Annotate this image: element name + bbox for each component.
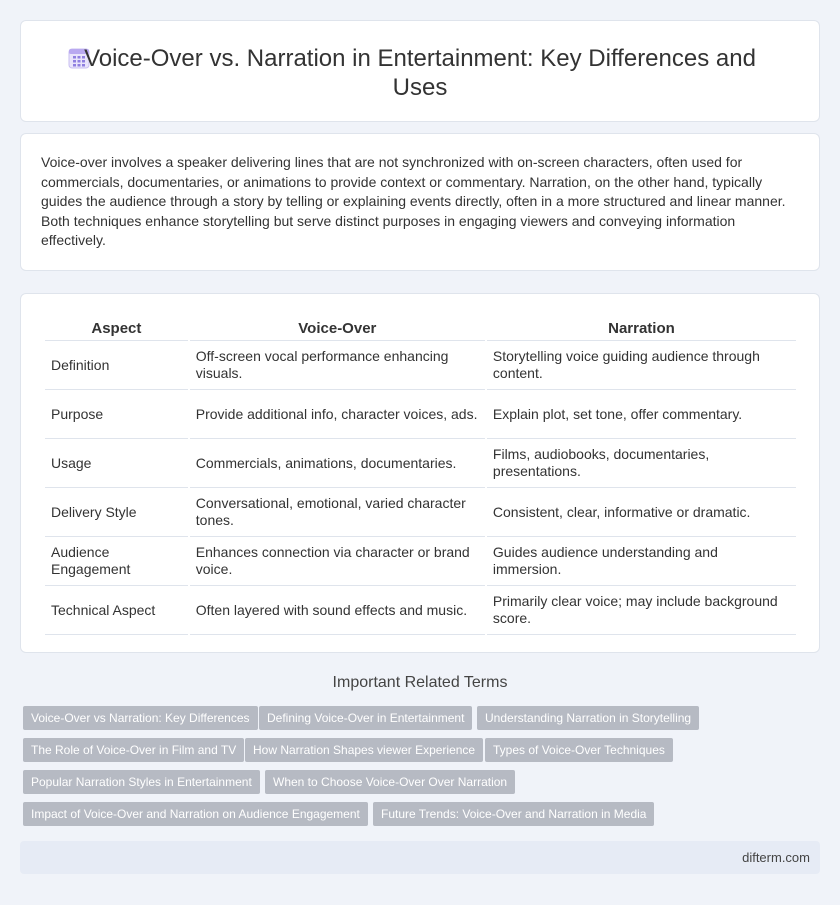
narration-cell: Guides audience understanding and immersion.: [487, 537, 796, 586]
voice-over-cell: Commercials, animations, documentaries.: [190, 439, 485, 488]
voice-over-cell: Enhances connection via character or brand voice.: [190, 537, 485, 586]
table-row: [45, 537, 796, 586]
table-row: [45, 390, 796, 439]
voice-over-cell: Provide additional info, character voices, ads.: [190, 390, 485, 439]
voice-over-cell: Conversational, emotional, varied character tones.: [190, 488, 485, 537]
intro-card: [20, 133, 820, 271]
page-title: Voice-Over vs. Narration in Entertainment: Key Differences and Uses: [84, 45, 756, 101]
related-term-tag[interactable]: Voice-Over vs Narration: Key Differences: [23, 706, 258, 730]
table-header-row: [45, 316, 796, 341]
related-term-tag[interactable]: When to Choose Voice-Over Over Narration: [265, 770, 515, 794]
related-term-tag[interactable]: The Role of Voice-Over in Film and TV: [23, 738, 244, 762]
table-row: [45, 488, 796, 537]
voice-over-cell: Off-screen vocal performance enhancing visuals.: [190, 341, 485, 390]
narration-cell: Storytelling voice guiding audience through content.: [487, 341, 796, 390]
aspect-cell: Delivery Style: [45, 488, 188, 537]
aspect-cell: Audience Engagement: [45, 537, 188, 586]
narration-cell: Consistent, clear, informative or dramatic.: [487, 488, 796, 537]
aspect-cell: Definition: [45, 341, 188, 390]
aspect-cell: Purpose: [45, 390, 188, 439]
header-card: [20, 20, 820, 122]
related-term-tag[interactable]: Understanding Narration in Storytelling: [477, 706, 699, 730]
narration-cell: Films, audiobooks, documentaries, presentations.: [487, 439, 796, 488]
narration-cell: Explain plot, set tone, offer commentary.: [487, 390, 796, 439]
footer: [20, 841, 820, 874]
table-row: [45, 586, 796, 635]
aspect-cell: Usage: [45, 439, 188, 488]
related-term-tag[interactable]: Popular Narration Styles in Entertainment: [23, 770, 260, 794]
related-term-tag[interactable]: Future Trends: Voice-Over and Narration in Media: [373, 802, 654, 826]
related-term-tag[interactable]: Types of Voice-Over Techniques: [485, 738, 673, 762]
header-aspect: Aspect: [45, 316, 188, 341]
intro-paragraph: Voice-over involves a speaker delivering lines that are not synchronized with on-screen characters, often used for commercials, documentaries, or animations to provide context or commentary. Narration, on the other hand, typically guides the audience through a story by telling or explaining events directly, often in a more structured and linear manner. Both techniques enhance storytelling but serve distinct purposes in engaging viewers and conveying information effectively.: [41, 154, 786, 248]
aspect-cell: Technical Aspect: [45, 586, 188, 635]
header-voice-over: Voice-Over: [190, 316, 485, 341]
narration-cell: Primarily clear voice; may include background score.: [487, 586, 796, 635]
footer-site-name[interactable]: difterm.com: [742, 850, 810, 865]
comparison-table: [43, 316, 798, 635]
comparison-table-card: [20, 293, 820, 653]
voice-over-cell: Often layered with sound effects and music.: [190, 586, 485, 635]
related-term-tag[interactable]: How Narration Shapes viewer Experience: [245, 738, 483, 762]
header-narration: Narration: [487, 316, 796, 341]
table-row: [45, 439, 796, 488]
table-row: [45, 341, 796, 390]
related-term-tag[interactable]: Defining Voice-Over in Entertainment: [259, 706, 472, 730]
related-terms-heading: Important Related Terms: [332, 674, 508, 691]
related-term-tag[interactable]: Impact of Voice-Over and Narration on Audience Engagement: [23, 802, 368, 826]
